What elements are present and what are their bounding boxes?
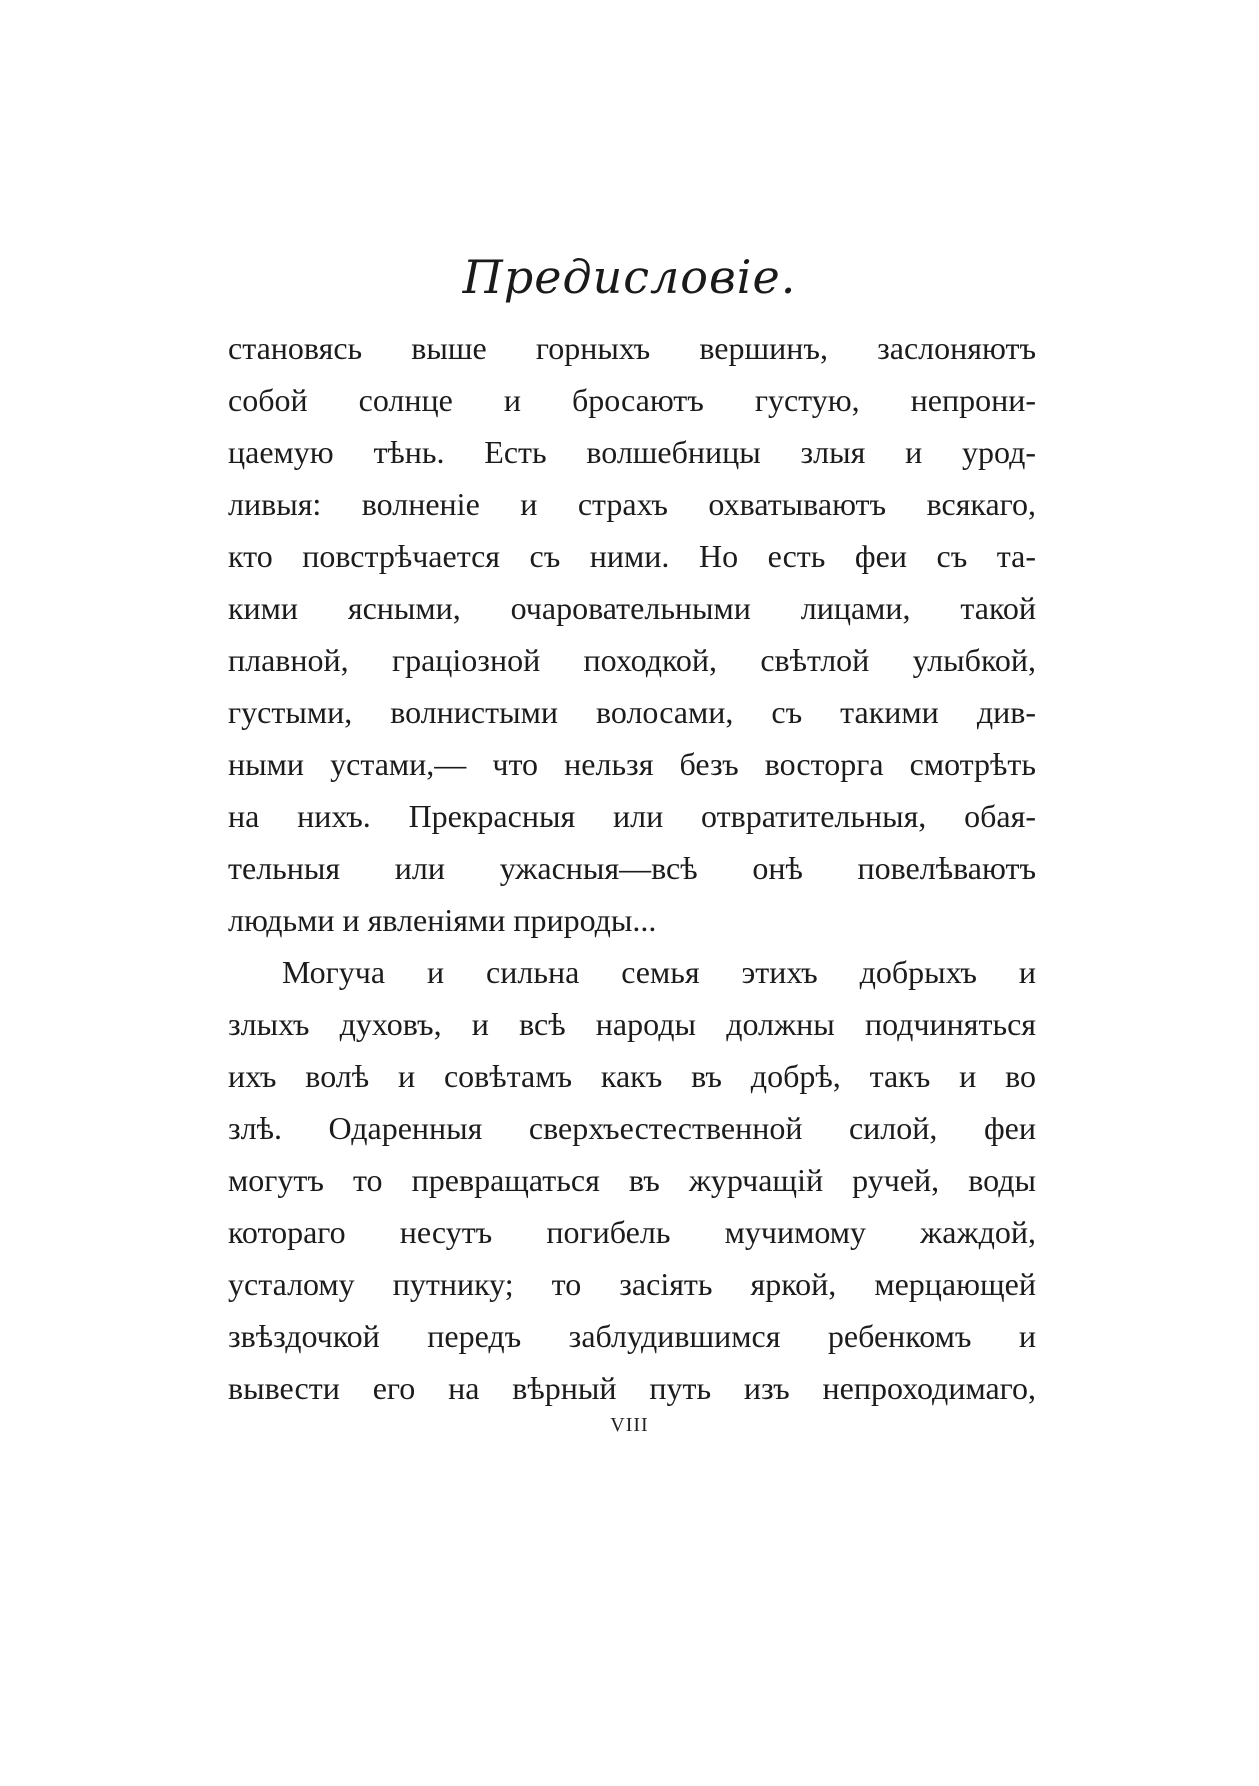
- text-line: усталому путнику; то засіять яркой, мерцающей: [228, 1266, 1036, 1302]
- text-line: густыми, волнистыми волосами, съ такими див-: [228, 694, 1036, 730]
- text-line: кто повстрѣчается съ ними. Но есть феи съ та-: [228, 538, 1036, 574]
- body-text: [228, 322, 1036, 1414]
- text-line: котораго несутъ погибель мучимому жаждой,: [228, 1214, 1036, 1250]
- text-line: ихъ волѣ и совѣтамъ какъ въ добрѣ, такъ и во: [228, 1058, 1036, 1094]
- text-line: людьми и явленіями природы...: [228, 902, 657, 938]
- text-line: кими ясными, очаровательными лицами, такой: [228, 590, 1036, 626]
- text-line: вывести его на вѣрный путь изъ непроходимаго,: [228, 1370, 1036, 1406]
- text-line: тельныя или ужасныя—всѣ онѣ повелѣваютъ: [228, 850, 1036, 886]
- page-number: VIII: [610, 1414, 649, 1436]
- text-line: на нихъ. Прекрасныя или отвратительныя, обая-: [228, 798, 1036, 834]
- text-line: могутъ то превращаться въ журчащій ручей, воды: [228, 1162, 1036, 1198]
- page-title: Предисловіе.: [462, 250, 797, 304]
- text-line: злыхъ духовъ, и всѣ народы должны подчиняться: [228, 1006, 1036, 1042]
- text-line: цаемую тѣнь. Есть волшебницы злыя и урод-: [228, 434, 1036, 470]
- text-line: Могуча и сильна семья этихъ добрыхъ и: [282, 954, 1036, 990]
- text-line: звѣздочкой передъ заблудившимся ребенкомъ и: [228, 1318, 1036, 1354]
- text-line: ными устами,— что нельзя безъ восторга смотрѣть: [228, 746, 1036, 782]
- text-line: ливыя: волненіе и страхъ охватываютъ всякаго,: [228, 486, 1036, 522]
- text-line: плавной, граціозной походкой, свѣтлой улыбкой,: [228, 642, 1036, 678]
- text-line: собой солнце и бросаютъ густую, непрони-: [228, 382, 1036, 418]
- text-line: злѣ. Одаренныя сверхъестественной силой, феи: [228, 1110, 1036, 1146]
- text-line: становясь выше горныхъ вершинъ, заслоняютъ: [228, 330, 1036, 366]
